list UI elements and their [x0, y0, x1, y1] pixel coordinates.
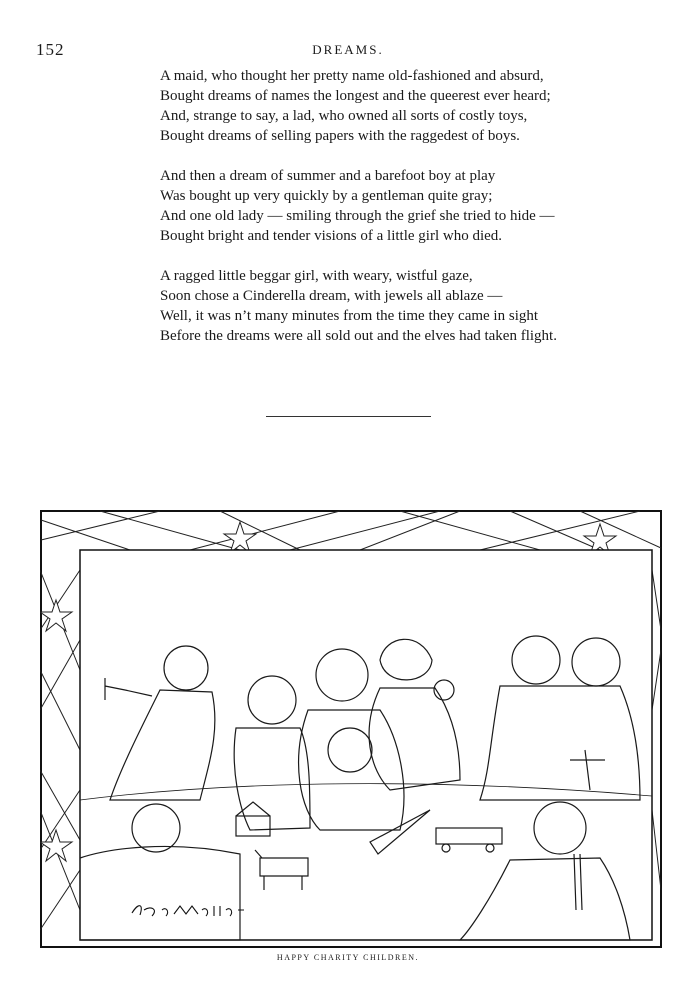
poem-line: Was bought up very quickly by a gentleman quite gray; [160, 188, 493, 204]
poem-line: Soon chose a Cinderella dream, with jewels all ablaze — [160, 288, 503, 304]
poem-line: And, strange to say, a lad, who owned all sorts of costly toys, [160, 108, 528, 124]
poem-line: And one old lady — smiling through the grief she tried to hide — [160, 208, 555, 224]
poem-line: Bought dreams of selling papers with the raggedest of boys. [160, 128, 520, 144]
section-divider-rule [266, 416, 431, 417]
figure-caption: HAPPY CHARITY CHILDREN. [276, 953, 420, 962]
inner-frame [80, 550, 652, 940]
illustration-happy-charity-children [40, 510, 662, 948]
illustration-drawing [40, 510, 662, 948]
running-title: DREAMS. [312, 42, 384, 57]
poem-line: Well, it was n’t many minutes from the time they came in sight [160, 308, 539, 324]
poem [160, 66, 660, 366]
page-number: 152 [36, 40, 65, 59]
poem-line: Bought bright and tender visions of a little girl who died. [160, 228, 503, 244]
poem-line: Bought dreams of names the longest and the queerest ever heard; [160, 88, 551, 104]
poem-line: A ragged little beggar girl, with weary, wistful gaze, [160, 268, 473, 284]
poem-line: Before the dreams were all sold out and the elves had taken flight. [160, 328, 557, 344]
poem-line: And then a dream of summer and a barefoot boy at play [160, 168, 496, 184]
stanza-2 [160, 166, 660, 246]
stanza-3 [160, 266, 660, 346]
poem-line: A maid, who thought her pretty name old-fashioned and absurd, [160, 68, 544, 84]
stanza-1 [160, 66, 660, 146]
